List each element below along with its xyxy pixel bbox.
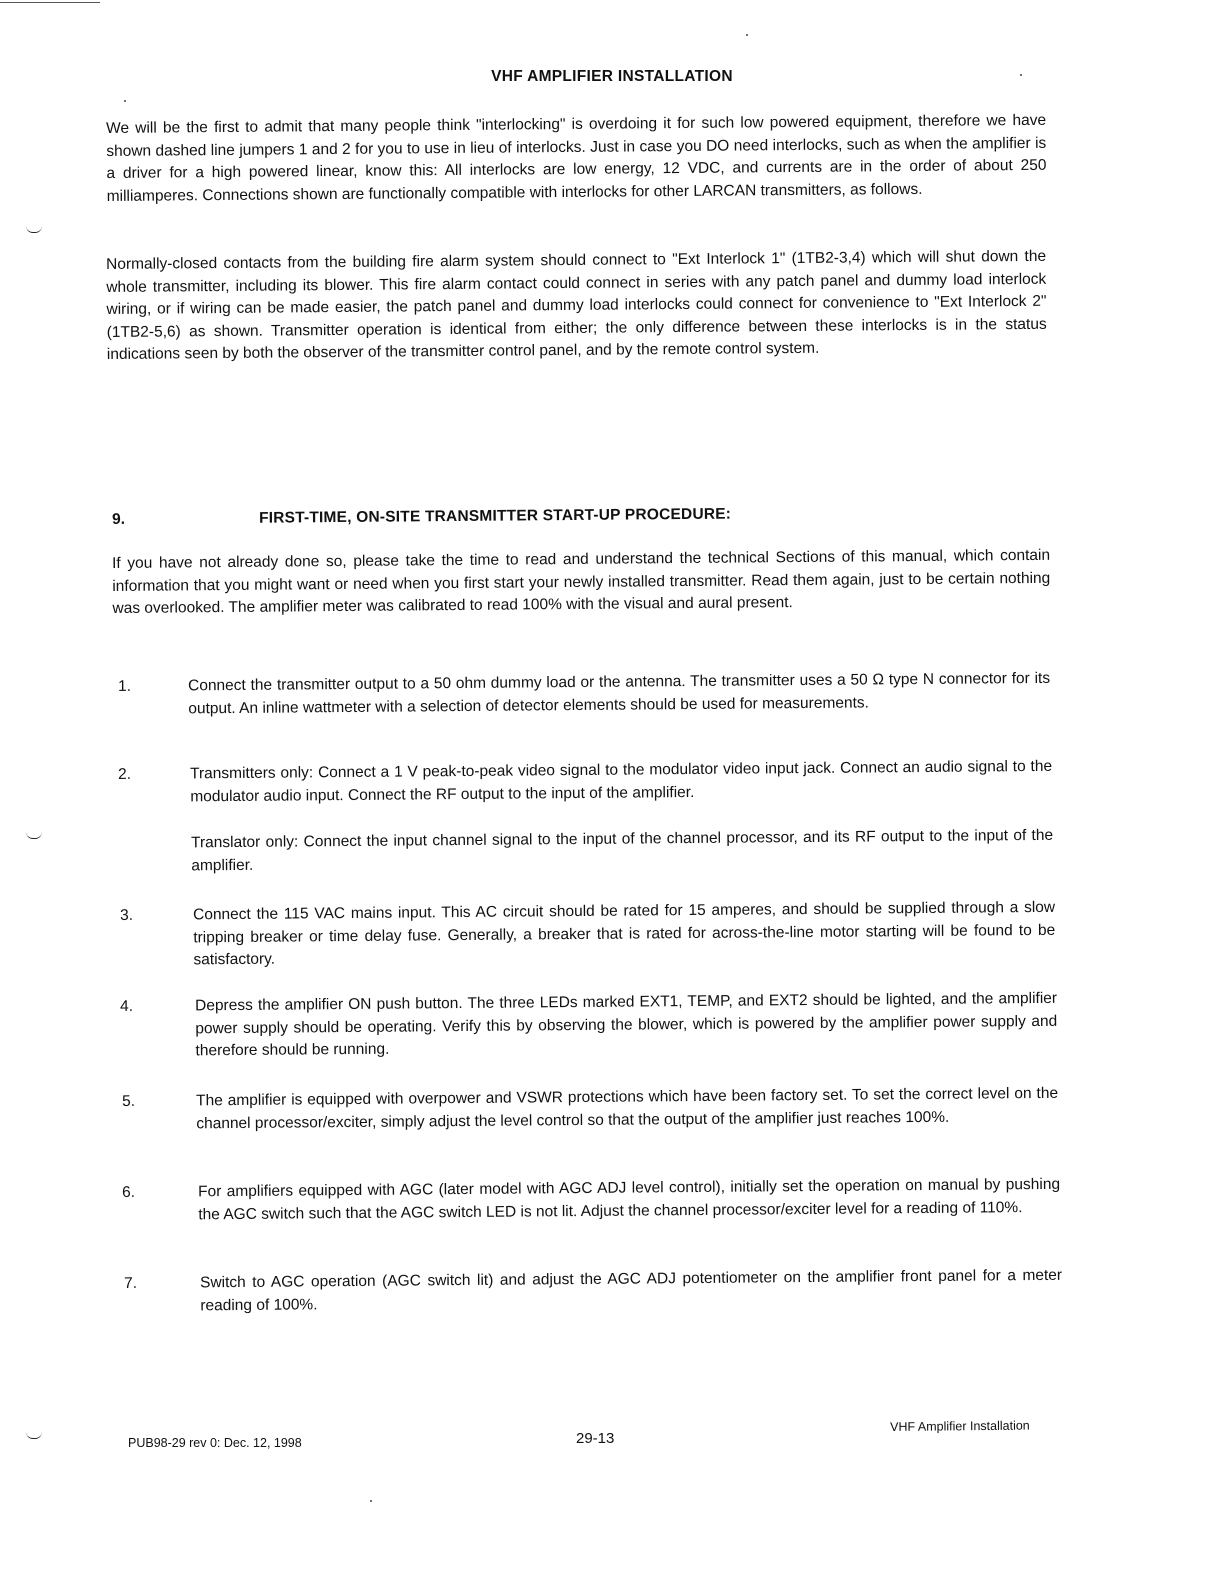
section-title: FIRST-TIME, ON-SITE TRANSMITTER START-UP PROCEDURE:: [258, 505, 732, 527]
step-number: 3.: [120, 906, 134, 924]
footer-publication: PUB98-29 rev 0: Dec. 12, 1998: [128, 1436, 302, 1450]
footer-section-title: VHF Amplifier Installation: [890, 1418, 1030, 1434]
step-text: For amplifiers equipped with AGC (later model with AGC ADJ level control), initially set the operation on manual by pushing the AGC switch such that the AGC switch LED is not lit. Adjust the channel processor/exciter level for a reading of 110%.: [198, 1175, 1061, 1223]
section-intro: If you have not already done so, please take the time to read and understand the technical Sections of this manual, which contain information that you might want or need when you first start your newly installed transmitter. Read them again, just to be certain nothing was overlooked. The amplifier meter was calibrated to read 100% with the visual and aural present.: [112, 546, 1051, 617]
binding-mark: [26, 832, 42, 839]
paragraph-fire-alarm: Normally-closed contacts from the building fire alarm system should connect to "Ext Interlock 1" (1TB2-3,4) which will shut down the whole transmitter, including its blower. This fire alarm contact could connect in series with any patch panel and dummy load interlock wiring, or if wiring can be made easier, the patch panel and dummy load interlocks could connect for convenience to "Ext Interlock 2" (1TB2-5,6) as shown. Transmitter operation is identical from either; the only difference between these interlocks is in the status indications seen by both the observer of the transmitter control panel, and by the remote control system.: [106, 247, 1047, 363]
step-text: Depress the amplifier ON push button. The three LEDs marked EXT1, TEMP, and EXT2 should be lighted, and the amplifier power supply should be operating. Verify this by observing the blower, which is powered by the amplifier power supply and therefore should be running.: [195, 989, 1058, 1060]
step-text: Switch to AGC operation (AGC switch lit) and adjust the AGC ADJ potentiometer on the amplifier front panel for a meter reading of 100%.: [200, 1266, 1063, 1314]
list-item: [120, 896, 1120, 969]
step-text: The amplifier is equipped with overpower and VSWR protections which have been factory set. To set the correct level on the channel processor/exciter, simply adjust the level control so that the output of the amplifier just reaches 100%.: [196, 1084, 1059, 1132]
scan-speck: [370, 1500, 372, 1502]
scan-edge-line: [0, 2, 100, 3]
step-text: Connect the transmitter output to a 50 ohm dummy load or the antenna. The transmitter uses a 50 Ω type N connector for its output. An inline wattmeter with a selection of detector elements should be used for measurements.: [188, 669, 1051, 717]
step-text: Transmitters only: Connect a 1 V peak-to-peak video signal to the modulator video input jack. Connect an audio signal to the modulator audio input. Connect the RF output to the input of the amplifier.: [190, 757, 1053, 805]
step-text: Connect the 115 VAC mains input. This AC circuit should be rated for 15 amperes, and should be supplied through a slow tripping breaker or time delay fuse. Generally, a breaker that is rated for across-the-line motor starting will be found to be satisfactory.: [193, 898, 1056, 969]
step-number: 1.: [118, 677, 132, 695]
list-item: [124, 1264, 1124, 1314]
step-number: 2.: [118, 765, 132, 783]
step-number: 6.: [122, 1183, 136, 1201]
section-heading: [112, 503, 1052, 528]
binding-mark: [26, 1432, 42, 1439]
scan-speck: [124, 100, 126, 102]
binding-mark: [26, 226, 42, 233]
list-item: [122, 1173, 1122, 1223]
paragraph-interlocks: We will be the first to admit that many people think "interlocking" is overdoing it for such low powered equipment, therefore we have shown dashed line jumpers 1 and 2 for you to use in lieu of interlocks. Just in case you DO need interlocks, such as when the amplifier is a driver for a high powered linear, know this: All interlocks are low energy, 12 VDC, and currents are in the order of about 250 milliamperes. Connections shown are functionally compatible with interlocks for other LARCAN transmitters, as follows.: [106, 111, 1047, 205]
step-number: 7.: [124, 1274, 138, 1292]
list-item: [122, 1082, 1122, 1132]
section-number: 9.: [112, 510, 126, 528]
scan-speck: [746, 34, 748, 36]
list-item: [120, 987, 1120, 1060]
list-item-note: [118, 824, 1118, 874]
step-note: Translator only: Connect the input channel signal to the input of the channel processor, and its RF output to the input of the amplifier.: [191, 826, 1054, 874]
footer-page-number: 29-13: [576, 1430, 615, 1447]
page-title: VHF AMPLIFIER INSTALLATION: [491, 68, 733, 85]
step-number: 4.: [120, 997, 134, 1015]
list-item: [118, 667, 1118, 717]
list-item: [118, 755, 1118, 805]
step-number: 5.: [122, 1092, 136, 1110]
